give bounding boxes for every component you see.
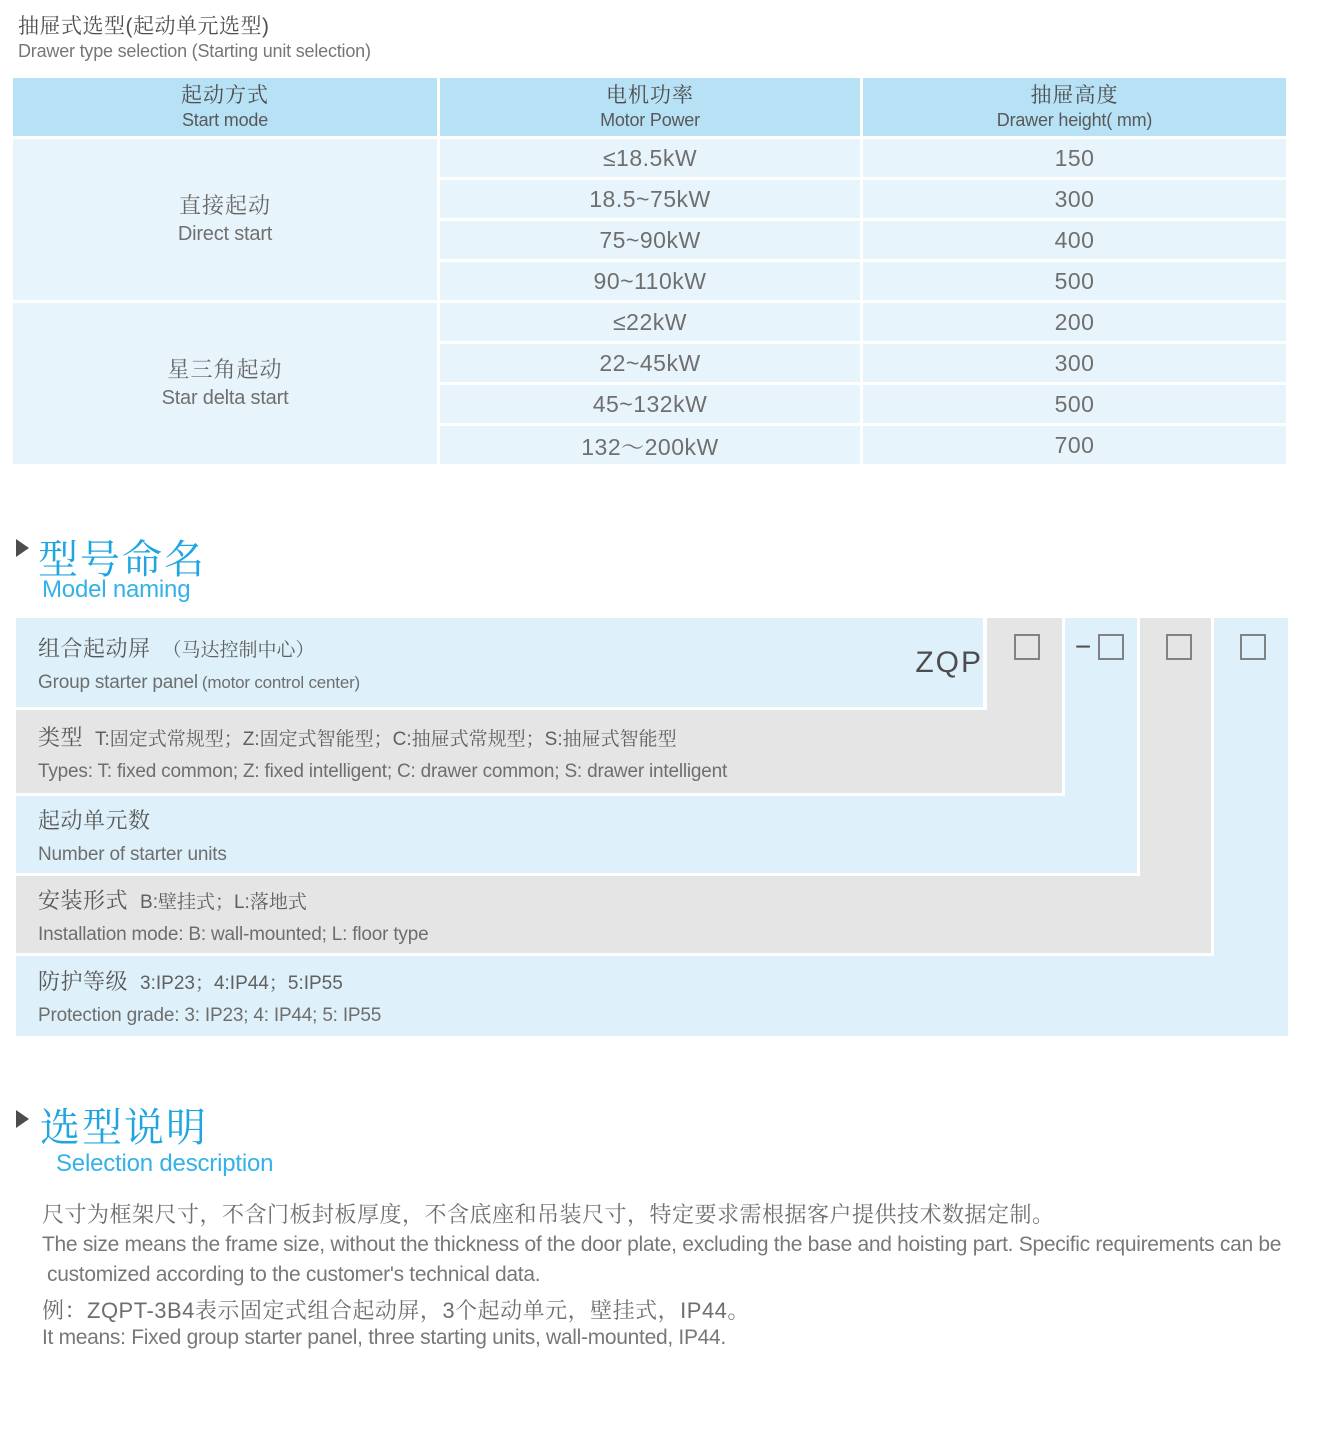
model-naming-heading-cn: 型号命名 — [38, 538, 206, 582]
col-header-drawer-height-cn: 抽屉高度 — [1030, 83, 1119, 107]
naming-row-group-starter-panel — [16, 618, 983, 707]
model-code-separator: − — [1074, 631, 1092, 662]
naming-row4-en-label: Installation mode: B: wall-mounted; L: floor type — [38, 923, 429, 945]
naming-row1-en-detail: (motor control center) — [201, 672, 361, 692]
mode-cell-star-delta-start — [13, 303, 437, 464]
model-code-box-protection-icon — [1240, 634, 1266, 660]
selection-line-5: It means: Fixed group starter panel, three starting units, wall-mounted, IP44. — [42, 1326, 726, 1349]
power-cell: 45~132kW — [440, 385, 860, 423]
mode-star-delta-en: Star delta start — [161, 386, 289, 409]
naming-row4-cn-label: 安装形式 — [38, 887, 129, 913]
selection-heading-cn: 选型说明 — [40, 1106, 208, 1150]
height-cell: 200 — [863, 303, 1286, 341]
drawer-selection-table — [13, 78, 1286, 464]
selection-line-2: The size means the frame size, without the thickness of the door plate, excluding the base and hoisting part. Specific requirements can be — [42, 1233, 1282, 1256]
naming-row-type — [16, 710, 1062, 793]
naming-row5-cn-label: 防护等级 — [38, 969, 129, 994]
naming-row2-en-label: Types: T: fixed common; Z: fixed intelligent; C: drawer common; S: drawer intelligent — [38, 760, 728, 782]
section-marker-icon — [16, 1110, 29, 1128]
naming-row-protection-grade — [16, 956, 1288, 1036]
naming-row2-cn-label: 类型 — [38, 724, 84, 750]
power-cell: ≤18.5kW — [440, 139, 860, 177]
model-naming-heading-en: Model naming — [42, 576, 191, 603]
naming-row1-cn-detail: （马达控制中心） — [162, 639, 315, 661]
naming-stripe-4 — [1214, 618, 1288, 1036]
model-code-box-type-icon — [1014, 634, 1040, 660]
selection-line-4: 例：ZQPT-3B4表示固定式组合起动屏，3个起动单元，壁挂式，IP44。 — [42, 1298, 750, 1323]
mode-cell-direct-start — [13, 139, 437, 300]
power-cell: 22~45kW — [440, 344, 860, 382]
naming-row1-cn-label: 组合起动屏 — [38, 635, 151, 661]
height-cell: 500 — [863, 385, 1286, 423]
naming-row-starter-units — [16, 796, 1137, 873]
naming-row5-cn-detail: 3:IP23；4:IP44；5:IP55 — [140, 973, 343, 994]
height-cell: 150 — [863, 139, 1286, 177]
naming-stripe-3 — [1140, 618, 1211, 953]
col-header-motor-power-cn: 电机功率 — [606, 83, 694, 107]
page-title-cn: 抽屉式选型(起动单元选型) — [18, 15, 270, 38]
power-cell: 75~90kW — [440, 221, 860, 259]
naming-row5-en-label: Protection grade: 3: IP23; 4: IP44; 5: IP55 — [38, 1005, 382, 1026]
col-header-start-mode-en: Start mode — [181, 109, 269, 130]
power-cell: ≤22kW — [440, 303, 860, 341]
col-header-motor-power — [440, 78, 860, 136]
col-header-start-mode-cn: 起动方式 — [181, 83, 269, 107]
col-header-drawer-height-en: Drawer height( mm) — [996, 109, 1153, 130]
model-code-prefix: ZQP — [915, 645, 983, 679]
naming-row-installation-mode — [16, 876, 1211, 953]
model-code-box-installation-icon — [1166, 634, 1192, 660]
power-cell: 132～200kW — [440, 426, 860, 464]
mode-star-delta-cn: 星三角起动 — [167, 357, 283, 383]
naming-row3-cn-label: 起动单元数 — [38, 807, 151, 833]
col-header-drawer-height — [863, 78, 1286, 136]
page-title-en: Drawer type selection (Starting unit selection) — [18, 41, 371, 61]
col-header-start-mode — [13, 78, 437, 136]
height-cell: 500 — [863, 262, 1286, 300]
power-cell: 18.5~75kW — [440, 180, 860, 218]
naming-row3-en-label: Number of starter units — [38, 843, 227, 865]
height-cell: 400 — [863, 221, 1286, 259]
height-cell: 300 — [863, 344, 1286, 382]
mode-direct-en: Direct start — [177, 222, 273, 245]
height-cell: 300 — [863, 180, 1286, 218]
height-cell: 700 — [863, 426, 1286, 464]
naming-row4-cn-detail: B:壁挂式；L:落地式 — [140, 891, 307, 913]
model-code-box-units-icon — [1098, 634, 1124, 660]
naming-row1-en-label: Group starter panel — [38, 671, 198, 693]
selection-line-3: customized according to the customer's technical data. — [47, 1263, 541, 1286]
naming-row2-cn-detail: T:固定式常规型；Z:固定式智能型；C:抽屉式常规型；S:抽屉式智能型 — [95, 728, 677, 750]
selection-line-1: 尺寸为框架尺寸，不含门板封板厚度，不含底座和吊装尺寸，特定要求需根据客户提供技术数据定制。 — [42, 1202, 1055, 1227]
col-header-motor-power-en: Motor Power — [600, 109, 700, 130]
section-marker-icon — [16, 539, 29, 557]
mode-direct-cn: 直接起动 — [178, 193, 271, 219]
power-cell: 90~110kW — [440, 262, 860, 300]
selection-heading-en: Selection description — [56, 1150, 274, 1177]
